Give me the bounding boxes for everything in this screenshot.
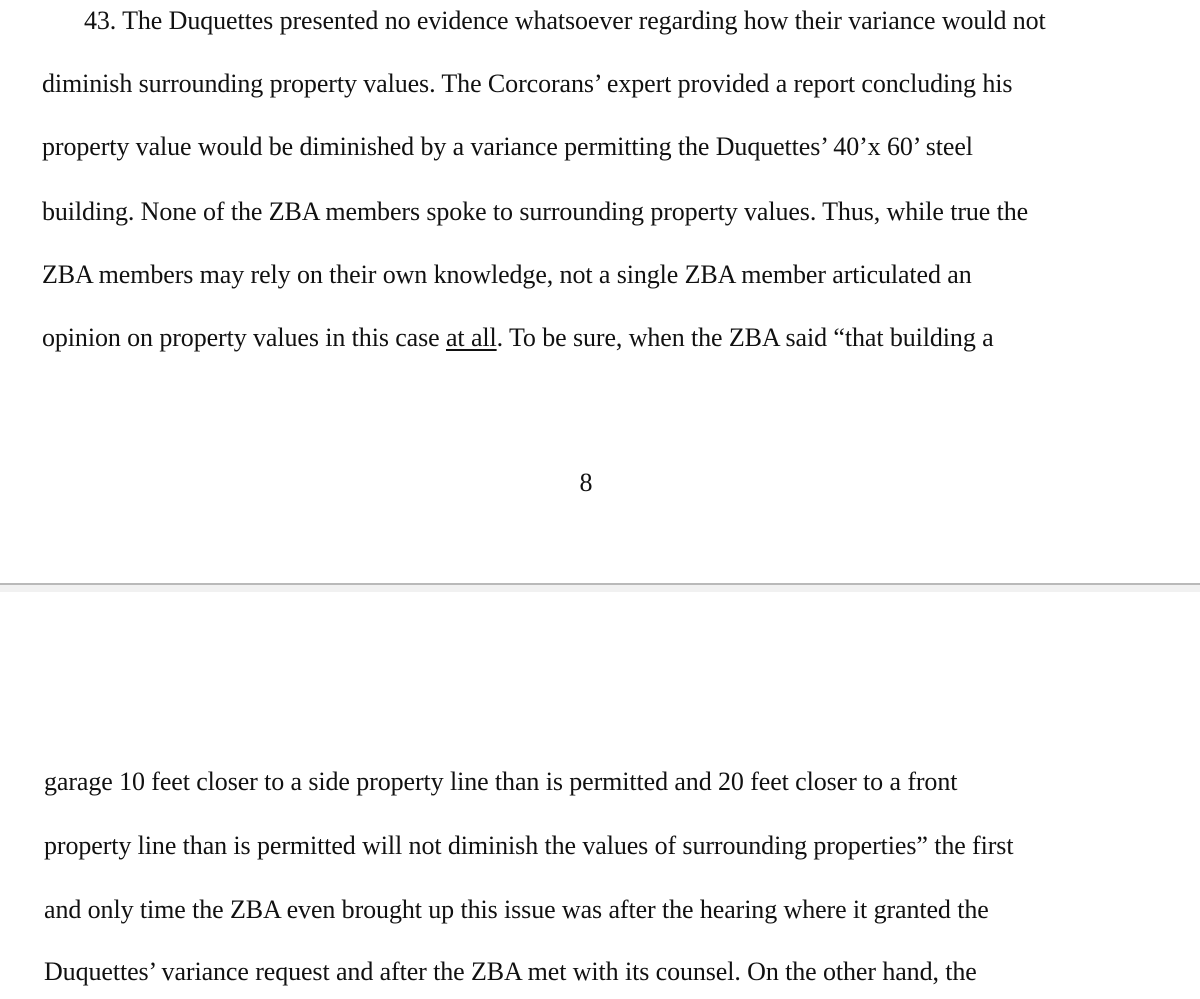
paragraph-43-line-6	[42, 323, 994, 353]
continuation-line-2: property line than is permitted will not diminish the values of surrounding properties” the first	[44, 831, 1014, 860]
line-6-text-start: opinion on property values in this case	[42, 323, 446, 352]
paragraph-43-line-3: property value would be diminished by a variance permitting the Duquettes’ 40’x 60’ steel	[42, 132, 973, 161]
continuation-line-4: Duquettes’ variance request and after the ZBA met with its counsel. On the other hand, the	[44, 957, 977, 986]
document-page-9	[0, 592, 1200, 999]
continuation-line-3: and only time the ZBA even brought up this issue was after the hearing where it granted the	[44, 895, 989, 924]
paragraph-43-line-4: building. None of the ZBA members spoke to surrounding property values. Thus, while true the	[42, 197, 1029, 226]
paragraph-43-line-1: 43. The Duquettes presented no evidence whatsoever regarding how their variance would not	[84, 6, 1046, 35]
paragraph-43-line-2: diminish surrounding property values. The Corcorans’ expert provided a report concluding his	[42, 69, 1013, 98]
paragraph-43-line-5: ZBA members may rely on their own knowledge, not a single ZBA member articulated an	[42, 260, 972, 289]
page-divider	[0, 583, 1200, 592]
continuation-line-1: garage 10 feet closer to a side property line than is permitted and 20 feet closer to a front	[44, 767, 958, 796]
underlined-emphasis: at all	[445, 323, 497, 352]
line-6-text-end: . To be sure, when the ZBA said “that building a	[496, 323, 994, 352]
page-number: 8	[579, 468, 593, 497]
